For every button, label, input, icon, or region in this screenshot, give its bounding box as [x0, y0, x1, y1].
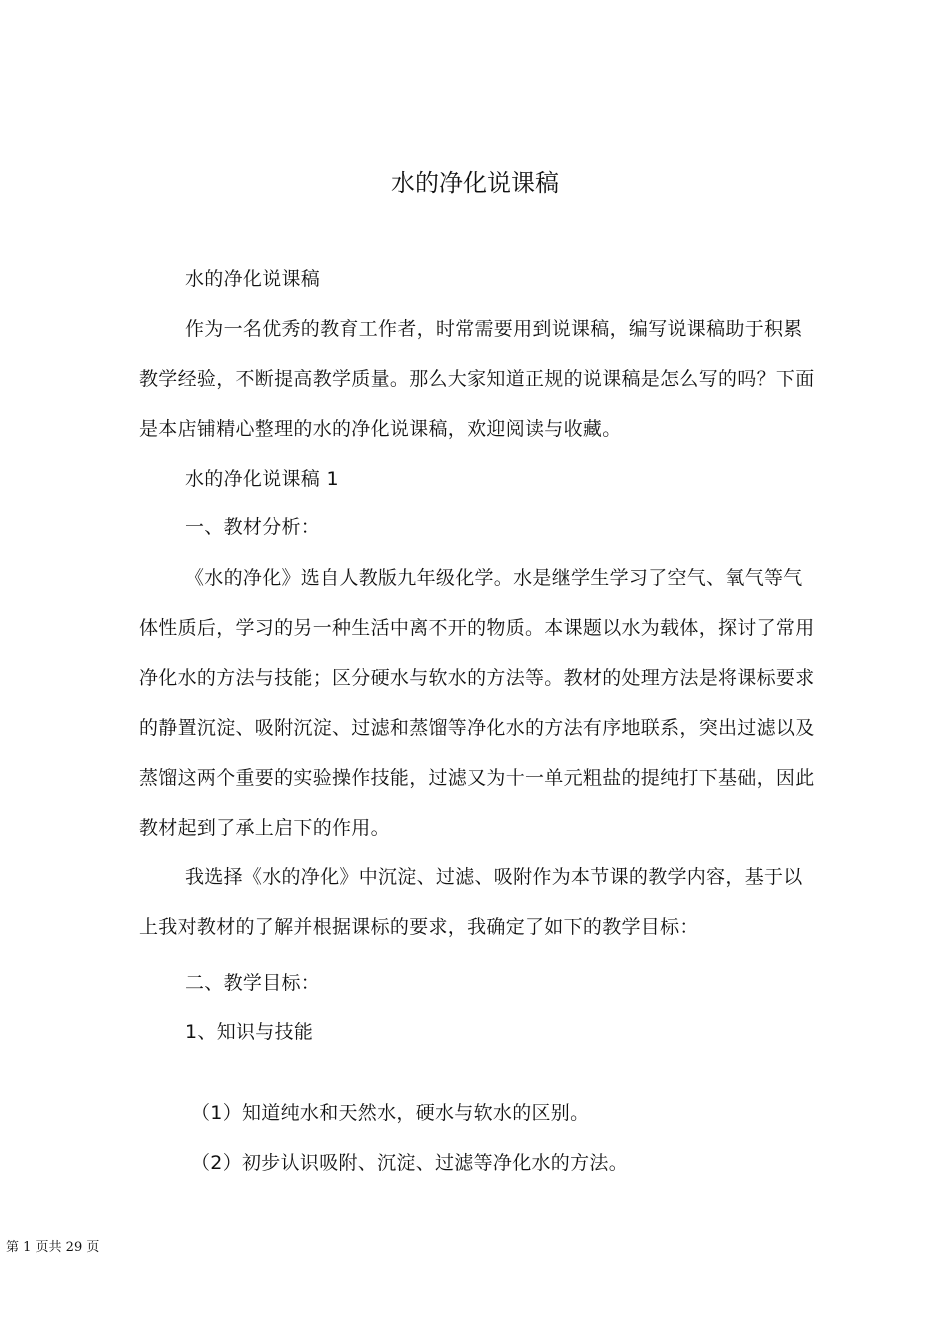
- page-number-footer: 第 1 页共 29 页: [6, 1240, 100, 1255]
- section-heading-teaching-goals: 二、教学目标：: [185, 972, 321, 994]
- intro-paragraph: 作为一名优秀的教育工作者，时常需要用到说课稿，编写说课稿助于积累教学经验，不断提高教学质量。那么大家知道正规的说课稿是怎么写的吗？下面是本店铺精心整理的水的净化说课稿，欢迎阅读与收藏。: [139, 318, 815, 440]
- goal-list-item: （1）知道纯水和天然水，硬水与软水的区别。: [191, 1102, 590, 1124]
- selection-paragraph: 我选择《水的净化》中沉淀、过滤、吸附作为本节课的教学内容，基于以上我对教材的了解并根据课标的要求，我确定了如下的教学目标：: [139, 866, 803, 938]
- analysis-paragraph: 《水的净化》选自人教版九年级化学。水是继学生学习了空气、氧气等气体性质后，学习的另一种生活中离不开的物质。本课题以水为载体，探讨了常用净化水的方法与技能；区分硬水与软水的方法等。教材的处理方法是将课标要求的静置沉淀、吸附沉淀、过滤和蒸馏等净化水的方法有序地联系，突出过滤以及蒸馏这两个重要的实验操作技能，过滤又为十一单元粗盐的提纯打下基础，因此教材起到了承上启下的作用。: [139, 567, 815, 839]
- essay-heading: 水的净化说课稿 1: [185, 468, 339, 490]
- document-subtitle: 水的净化说课稿: [185, 268, 321, 290]
- document-title: 水的净化说课稿: [391, 169, 559, 197]
- section-heading-textbook-analysis: 一、教材分析：: [185, 516, 321, 538]
- goal-heading-knowledge-skills: 1、知识与技能: [185, 1021, 314, 1043]
- goal-list-item: （2）初步认识吸附、沉淀、过滤等净化水的方法。: [191, 1152, 628, 1174]
